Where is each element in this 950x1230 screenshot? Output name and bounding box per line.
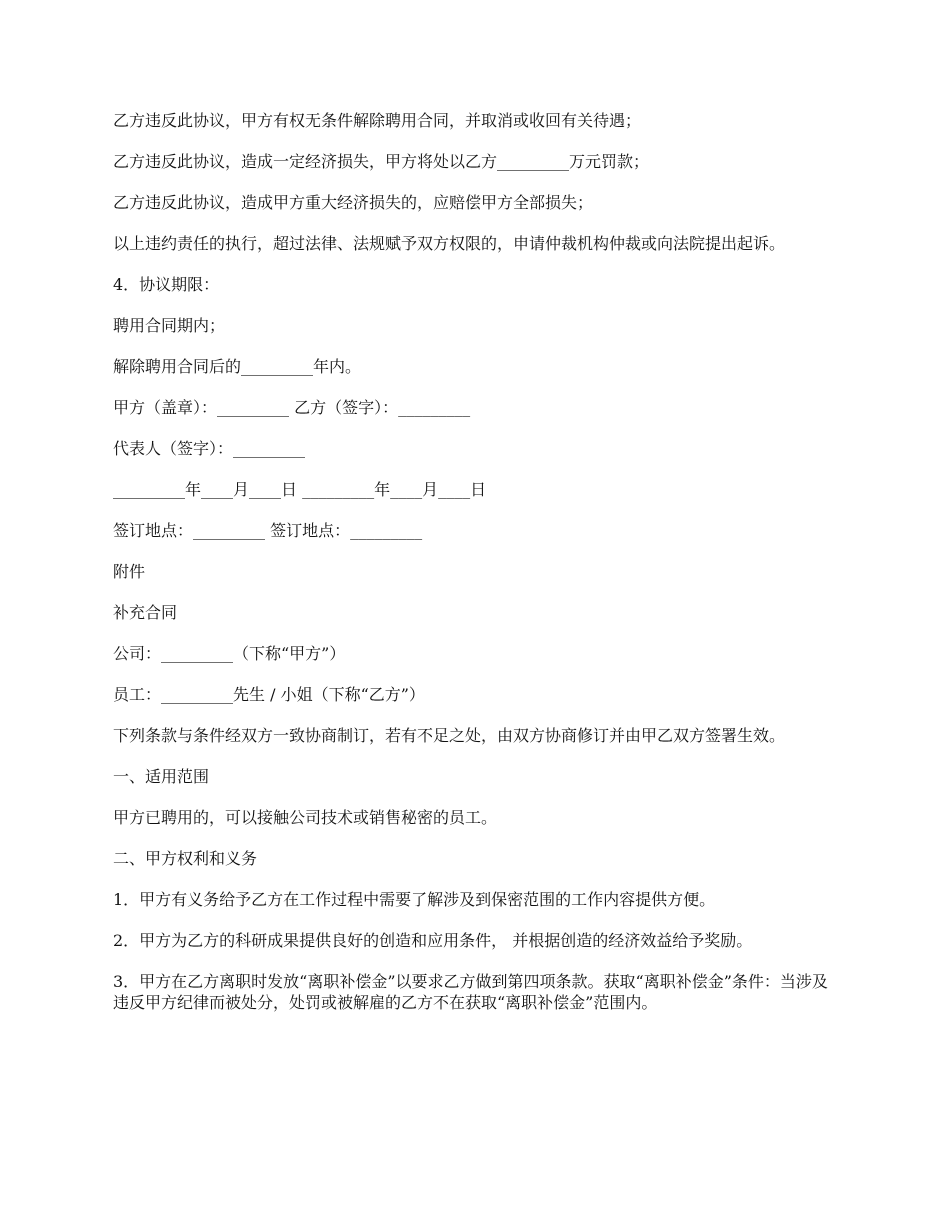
paragraph-scope: 甲方已聘用的，可以接触公司技术或销售秘密的员工。 xyxy=(113,808,498,827)
party-employee: 员工：_________先生 / 小姐（下称“乙方”） xyxy=(113,685,425,704)
document-body xyxy=(113,110,843,1033)
supplement-title: 补充合同 xyxy=(113,603,178,622)
paragraph-term-after: 解除聘用合同后的_________年内。 xyxy=(113,357,362,376)
paragraph-preamble: 下列条款与条件经双方一致协商制订，若有不足之处，由双方协商修订并由甲乙双方签署生效。 xyxy=(113,726,786,745)
party-company: 公司：_________（下称“甲方”） xyxy=(113,644,346,663)
paragraph-term-during: 聘用合同期内； xyxy=(113,316,226,335)
signature-line-parties: 甲方（盖章）：_________ 乙方（签字）：_________ xyxy=(113,398,471,417)
paragraph-breach-fine: 乙方违反此协议，造成一定经济损失，甲方将处以乙方_________万元罚款； xyxy=(113,152,650,171)
section-heading-scope: 一、适用范围 xyxy=(113,767,210,786)
clause-3: 3．甲方在乙方离职时发放“离职补偿金”以要求乙方做到第四项条款。获取“离职补偿金”条件：当涉及违反甲方纪律而被处分，处罚或被解雇的乙方不在获取“离职补偿金”范围内。 xyxy=(113,972,828,1012)
clause-2: 2．甲方为乙方的科研成果提供良好的创造和应用条件， 并根据创造的经济效益给予奖励。 xyxy=(113,931,753,950)
section-heading-rights: 二、甲方权利和义务 xyxy=(113,849,258,868)
signature-line-representative: 代表人（签字）：_________ xyxy=(113,439,306,458)
paragraph-breach-compensation: 乙方违反此协议，造成甲方重大经济损失的，应赔偿甲方全部损失； xyxy=(113,193,594,212)
attachment-label: 附件 xyxy=(113,562,146,581)
signature-line-dates: _________年____月____日 _________年____月____日 xyxy=(113,480,487,499)
paragraph-breach-arbitration: 以上违约责任的执行，超过法律、法规赋予双方权限的，申请仲裁机构仲裁或向法院提出起诉。 xyxy=(113,234,786,253)
paragraph-breach-terminate: 乙方违反此协议，甲方有权无条件解除聘用合同，并取消或收回有关待遇； xyxy=(113,111,642,130)
clause-1: 1．甲方有义务给予乙方在工作过程中需要了解涉及到保密范围的工作内容提供方便。 xyxy=(113,890,716,909)
signature-line-places: 签订地点：_________ 签订地点：_________ xyxy=(113,521,423,540)
section-heading-term: 4．协议期限： xyxy=(113,275,220,294)
